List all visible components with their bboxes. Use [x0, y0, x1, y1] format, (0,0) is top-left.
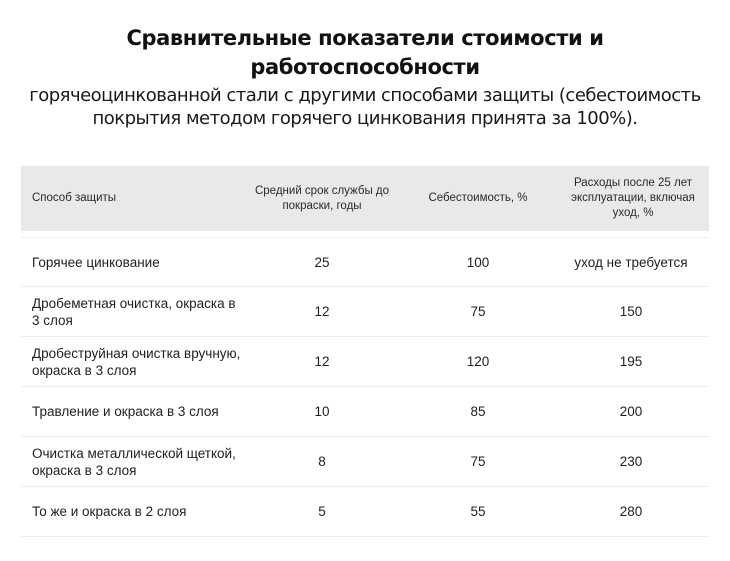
cell-years: 12: [314, 304, 330, 319]
cell-cost: 85: [470, 404, 486, 419]
cell-years: 5: [318, 504, 326, 519]
cell-method: Дробеструйная очистка вручную, окраска в 3 слоя: [32, 345, 241, 378]
table-row: [21, 238, 709, 287]
cell-cost: 75: [470, 454, 486, 469]
column-header-expenses: Расходы после 25 лет эксплуатации, включая уход, %: [571, 177, 695, 219]
table-row: [21, 287, 709, 337]
column-header-service-life: Средний срок службы до покраски, годы: [254, 184, 390, 212]
cell-expenses: 200: [619, 404, 643, 419]
table-row: [21, 337, 709, 387]
cell-expenses: 230: [619, 454, 643, 469]
cell-cost: 100: [466, 254, 490, 270]
cell-method: Травление и окраска в 3 слоя: [32, 404, 219, 419]
cell-expenses: 195: [619, 354, 643, 369]
page-header: [0, 24, 730, 130]
table-row: [21, 437, 709, 487]
page-title: Сравнительные показатели стоимости и работоспособности: [126, 26, 604, 79]
cell-expenses: 280: [619, 504, 643, 519]
cell-years: 12: [314, 354, 330, 369]
cell-cost: 120: [466, 354, 490, 369]
cell-years: 10: [314, 404, 330, 419]
column-header-method: Способ защиты: [32, 192, 117, 204]
cell-method: Горячее цинкование: [32, 254, 160, 270]
table-header: [21, 166, 709, 231]
table-row: [21, 487, 709, 537]
cell-expenses: 150: [619, 304, 643, 319]
comparison-table: [21, 166, 709, 537]
cell-method: Очистка металлической щеткой, окраска в 3 слоя: [32, 445, 236, 478]
cell-cost: 75: [470, 304, 486, 319]
cell-cost: 55: [470, 504, 486, 519]
table-row: [21, 387, 709, 437]
cell-method: Дробеметная очистка, окраска в 3 слоя: [32, 295, 236, 328]
page-subtitle: горячеоцинкованной стали с другими способами защиты (себестоимость покрытия методом горячего цинкования принята за 100%).: [29, 85, 701, 129]
cell-expenses: уход не требуется: [574, 254, 688, 270]
column-header-cost: Себестоимость, %: [428, 192, 528, 204]
cell-years: 25: [314, 254, 330, 270]
cell-method: То же и окраска в 2 слоя: [32, 504, 187, 519]
cell-years: 8: [318, 454, 326, 469]
